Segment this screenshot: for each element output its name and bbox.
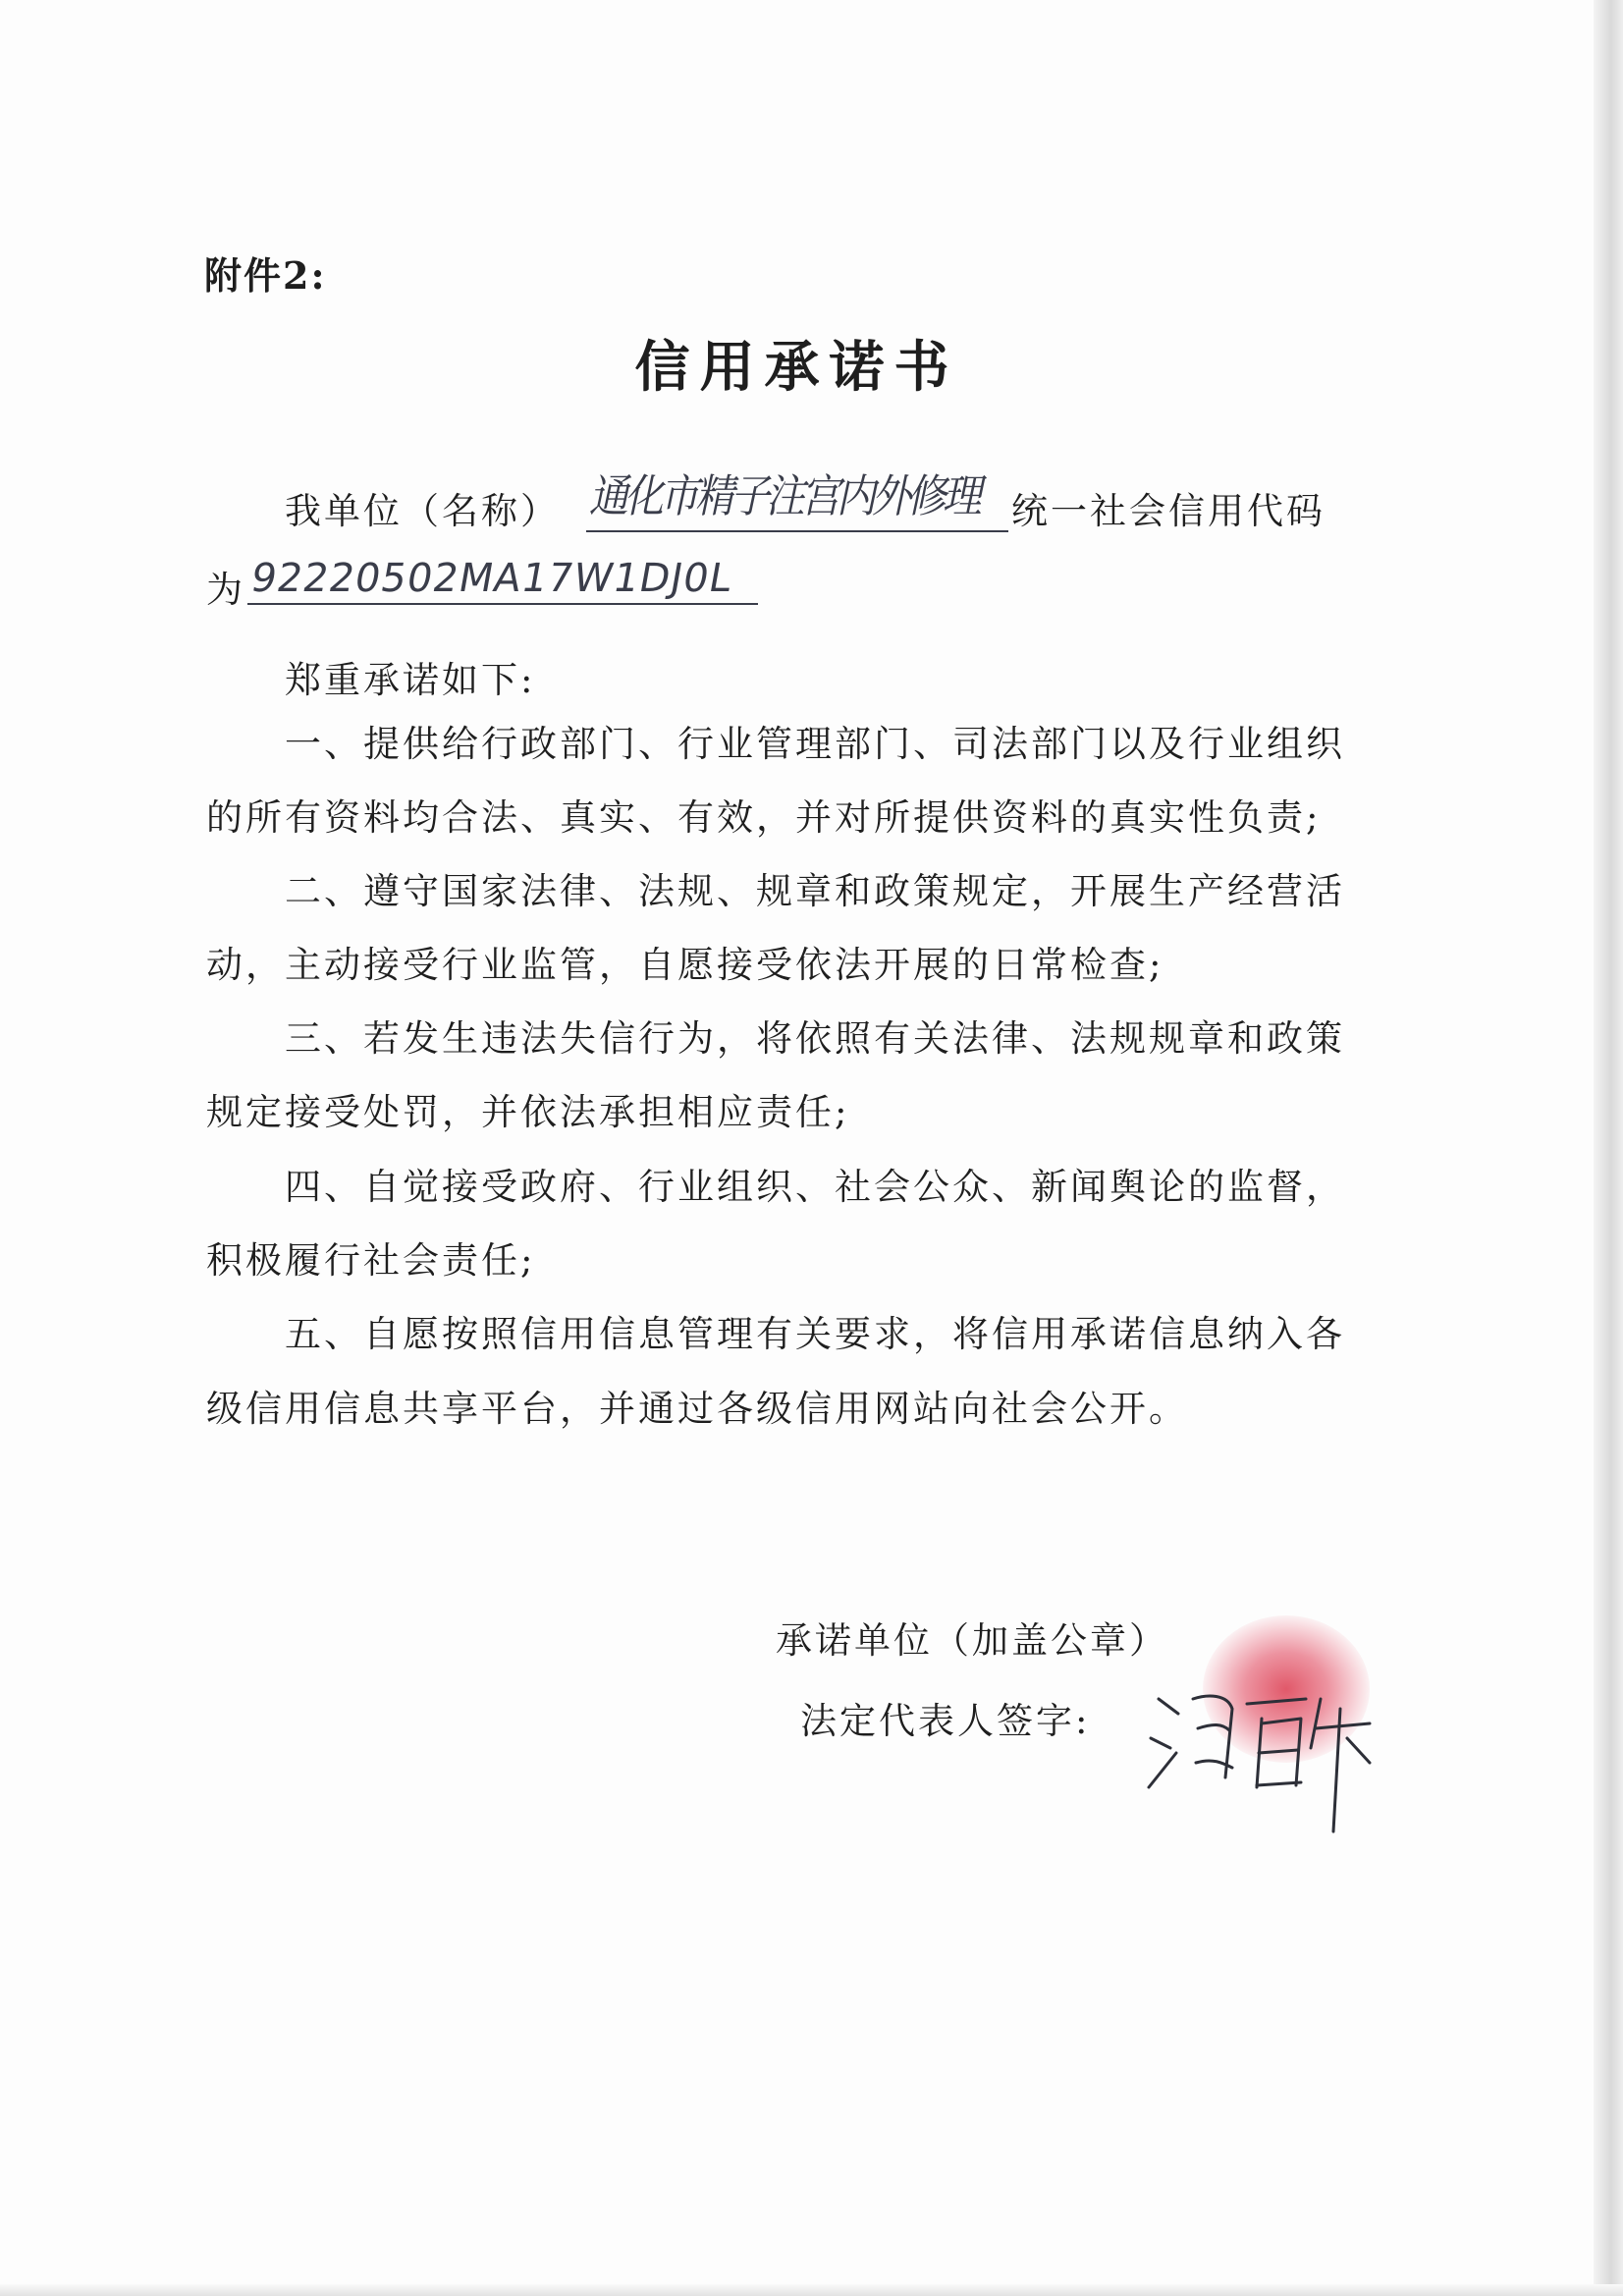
handwritten-credit-code: 92220502MA17W1DJ0L — [247, 556, 736, 601]
item-5-line-2: 级信用信息共享平台，并通过各级信用网站向社会公开。 — [206, 1388, 1188, 1430]
unit-name-prefix: 我单位（名称） — [285, 490, 560, 532]
item-2-line-2: 动，主动接受行业监管，自愿接受依法开展的日常检查; — [206, 944, 1164, 986]
credit-code-underline — [247, 603, 758, 605]
item-1-line-2: 的所有资料均合法、真实、有效，并对所提供资料的真实性负责; — [206, 796, 1322, 839]
unit-name-line — [285, 481, 560, 534]
item-1-line-1: 一、提供给行政部门、行业管理部门、司法部门以及行业组织 — [285, 723, 1345, 765]
unit-name-underline — [586, 530, 1008, 532]
legal-representative-label: 法定代表人签字: — [800, 1700, 1091, 1742]
scan-edge-bottom-shadow — [0, 2284, 1623, 2296]
credit-code-label: 统一社会信用代码 — [1011, 490, 1325, 532]
committing-unit-label: 承诺单位（加盖公章） — [776, 1619, 1168, 1662]
item-4-line-2: 积极履行社会责任; — [206, 1239, 536, 1282]
credit-code-prefix: 为 — [206, 569, 245, 611]
item-2-line-1: 二、遵守国家法律、法规、规章和政策规定，开展生产经营活 — [285, 870, 1345, 912]
scan-edge-shadow — [1594, 0, 1623, 2296]
item-3-line-2: 规定接受处罚，并依法承担相应责任; — [206, 1091, 850, 1133]
document-title: 信用承诺书 — [634, 335, 959, 400]
item-5-line-1: 五、自愿按照信用信息管理有关要求，将信用承诺信息纳入各 — [285, 1313, 1345, 1355]
handwritten-unit-name: 通化市精子注宫内外修理 — [586, 470, 987, 523]
item-4-line-1: 四、自觉接受政府、行业组织、社会公众、新闻舆论的监督， — [285, 1166, 1345, 1208]
handwritten-signature — [1139, 1669, 1394, 1836]
attachment-label: 附件2: — [204, 253, 327, 298]
intro-line: 郑重承诺如下: — [285, 659, 536, 701]
item-3-line-1: 三、若发生违法失信行为，将依照有关法律、法规规章和政策 — [285, 1017, 1345, 1060]
